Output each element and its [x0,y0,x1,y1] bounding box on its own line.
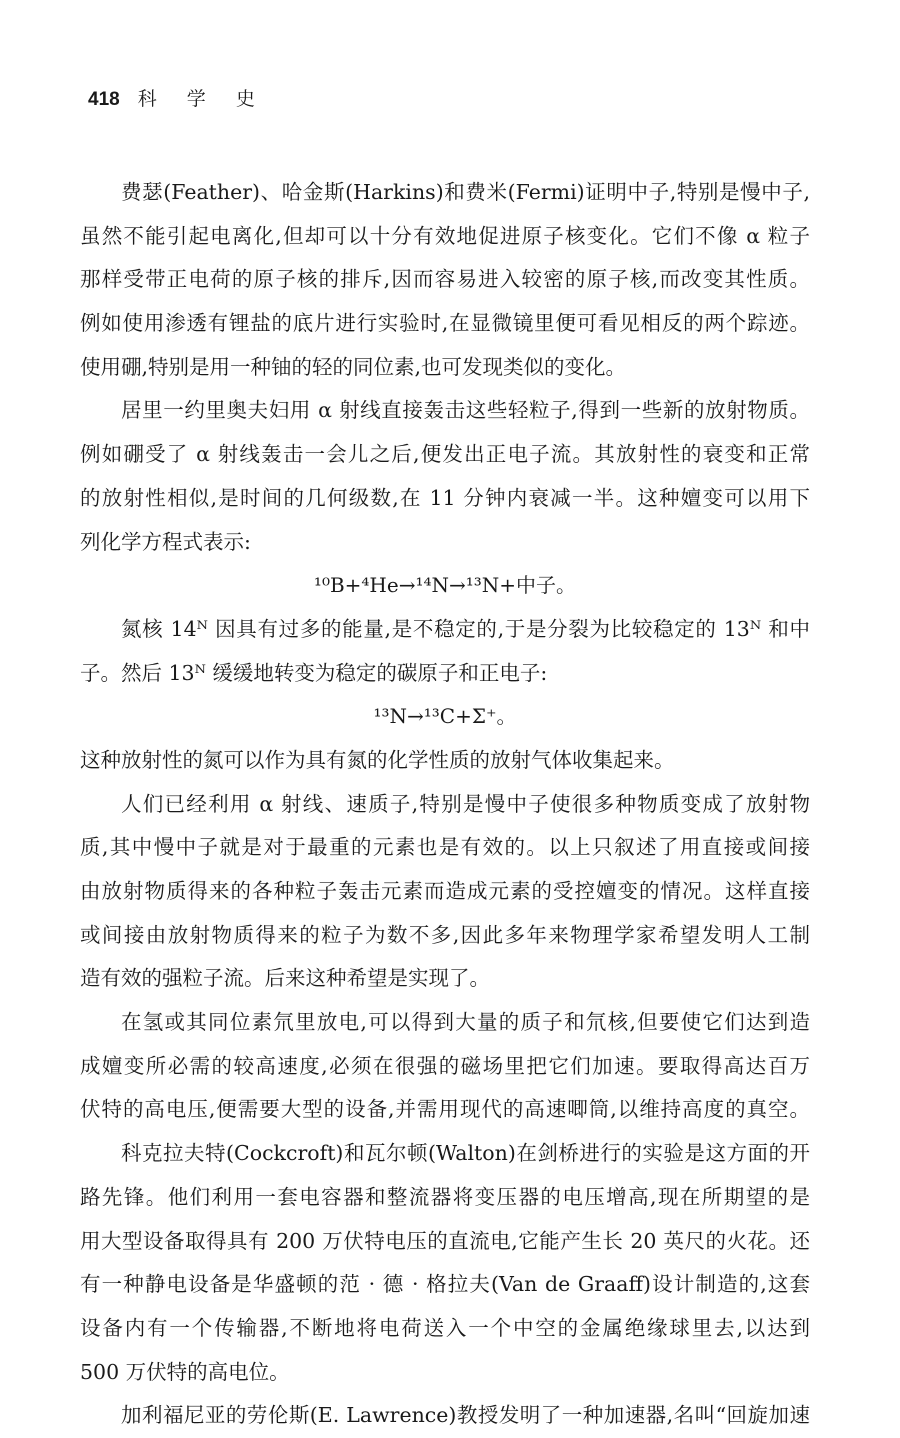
text-line: 这种放射性的氮可以作为具有氮的化学性质的放射气体收集起来。 [80,747,675,772]
formula-line: ¹³N→¹³C+Σ⁺。 [373,704,517,729]
text-line: 的放射性相似,是时间的几何级数,在 11 分钟内衰减一半。这种嬗变可以用下 [80,485,810,510]
running-title: 科 学 史 [137,88,267,110]
text-line: 虽然不能引起电离化,但却可以十分有效地促进原子核变化。它们不像 α 粒子 [80,223,810,248]
text-line: 氮核 14ᴺ 因具有过多的能量,是不稳定的,于是分裂为比较稳定的 13ᴺ 和中 [121,616,810,641]
text-line: 加利福尼亚的劳伦斯(E. Lawrence)教授发明了一种加速器,名叫“回旋加速 [121,1403,810,1428]
text-line: 路先锋。他们利用一套电容器和整流器将变压器的电压增高,现在所期望的是 [80,1184,810,1209]
text-line: 或间接由放射物质得来的粒子为数不多,因此多年来物理学家希望发明人工制 [80,922,810,947]
text-line: 有一种静电设备是华盛顿的范 · 德 · 格拉夫(Van de Graaff)设计制造的,这套 [80,1272,810,1297]
text-line: 伏特的高电压,便需要大型的设备,并需用现代的高速唧筒,以维持高度的真空。 [80,1097,810,1122]
text-line: 500 万伏特的高电位。 [80,1359,290,1384]
text-line: 设备内有一个传输器,不断地将电荷送入一个中空的金属绝缘球里去,以达到 [80,1315,810,1340]
text-line: 那样受带正电荷的原子核的排斥,因而容易进入较密的原子核,而改变其性质。 [80,267,810,292]
text-line: 造有效的强粒子流。后来这种希望是实现了。 [80,966,490,991]
text-line: 居里一约里奥夫妇用 α 射线直接轰击这些轻粒子,得到一些新的放射物质。 [121,398,810,423]
text-line: 成嬗变所必需的较高速度,必须在很强的磁场里把它们加速。要取得高达百万 [80,1053,810,1078]
text-line: 科克拉夫特(Cockcroft)和瓦尔顿(Walton)在剑桥进行的实验是这方面的开 [121,1141,810,1166]
text-line: 子。然后 13ᴺ 缓缓地转变为稳定的碳原子和正电子: [80,660,548,685]
text-line: 费瑟(Feather)、哈金斯(Harkins)和费米(Fermi)证明中子,特别是慢中子, [121,180,810,204]
body-text [80,171,810,1438]
text-line: 在氢或其同位素氘里放电,可以得到大量的质子和氘核,但要使它们达到造 [121,1010,810,1035]
text-line: 列化学方程式表示: [80,529,251,554]
text-line: 质,其中慢中子就是对于最重的元素也是有效的。以上只叙述了用直接或间接 [80,835,810,860]
page-number: 418 [88,89,120,110]
text-line: 由放射物质得来的各种粒子轰击元素而造成元素的受控嬗变的情况。这样直接 [80,879,810,903]
formula-line: ¹⁰B+⁴He→¹⁴N→¹³N+中子。 [313,573,577,598]
text-line: 使用硼,特别是用一种铀的轻的同位素,也可发现类似的变化。 [80,354,627,379]
text-line: 例如使用渗透有锂盐的底片进行实验时,在显微镜里便可看见相反的两个踪迹。 [80,311,810,336]
text-line: 用大型设备取得具有 200 万伏特电压的直流电,它能产生长 20 英尺的火花。还 [80,1228,810,1253]
page-header [88,84,267,111]
text-line: 人们已经利用 α 射线、速质子,特别是慢中子使很多种物质变成了放射物 [121,791,810,816]
text-line: 例如硼受了 α 射线轰击一会儿之后,便发出正电子流。其放射性的衰变和正常 [80,442,810,467]
